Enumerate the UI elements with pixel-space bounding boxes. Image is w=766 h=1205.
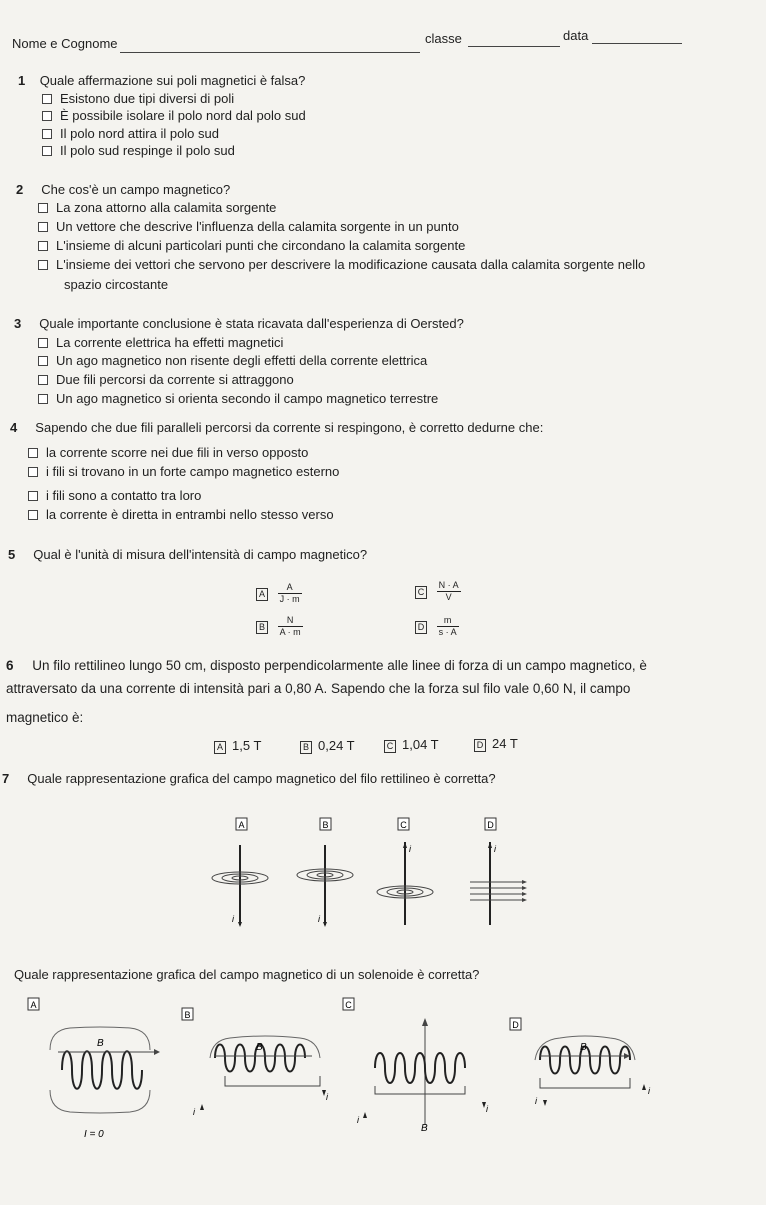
current-label: i [409,844,411,854]
q1-number: 1 [18,73,26,88]
q4-number: 4 [10,420,18,435]
q7-diagram-a[interactable] [212,818,268,927]
q4-option-label: la corrente scorre nei due fili in verso opposto [46,445,309,460]
arrow-up-icon [488,842,492,848]
q5-option-c[interactable] [415,580,461,603]
q2-option-d[interactable] [38,257,645,272]
checkbox-icon[interactable] [38,375,48,385]
q2-option-a[interactable] [38,200,276,215]
date-label: data [563,28,589,43]
checkbox-icon[interactable] [28,448,38,458]
option-letter: B [322,820,329,830]
q3-option-b[interactable] [38,353,427,368]
q6-option-c[interactable] [384,737,439,753]
checkbox-icon[interactable] [38,241,48,251]
option-letter[interactable]: A [214,741,226,754]
q8-diagram-d[interactable] [510,1018,651,1106]
current-label: i [318,914,320,924]
current-label: i [232,914,234,924]
q6-text-line1: Un filo rettilineo lungo 50 cm, disposto perpendicolarmente alle linee di forza di un campo magnetico, è [32,658,647,673]
q6-option-d[interactable] [474,736,518,752]
option-letter: B [184,1010,191,1020]
checkbox-icon[interactable] [38,394,48,404]
field-label: B [256,1042,263,1053]
option-letter[interactable]: C [415,586,427,599]
q1-text: Quale affermazione sui poli magnetici è falsa? [39,73,306,88]
q7-diagram-c[interactable] [377,818,433,925]
q2-option-label: La zona attorno alla calamita sorgente [56,200,277,215]
q5-text: Qual è l'unità di misura dell'intensità di campo magnetico? [33,547,368,562]
checkbox-icon[interactable] [42,146,52,156]
checkbox-icon[interactable] [38,356,48,366]
q2-question [16,182,230,197]
q3-option-label: Due fili percorsi da corrente si attraggono [56,372,294,387]
q2-option-label: L'insieme dei vettori che servono per descrivere la modificazione causata dalla calamita sorgente nello [56,257,646,272]
current-label: i [486,1104,488,1114]
unit-fraction: $\frac{m}{s \cdot A}$ [438,615,457,637]
current-label: i [494,844,496,854]
unit-fraction: $\frac{N}{A \cdot m}$ [279,615,301,637]
q3-option-label: Un ago magnetico non risente degli effetti della corrente elettrica [56,353,428,368]
unit-fraction: $\frac{N \cdot A}{V}$ [438,580,459,602]
name-label: Nome e Cognome [12,36,118,51]
option-letter: A [30,1000,37,1010]
q4-option-b[interactable] [28,464,339,479]
checkbox-icon[interactable] [28,510,38,520]
option-letter: C [400,820,407,830]
q3-option-a[interactable] [38,335,283,350]
q7-number: 7 [2,771,10,786]
q3-option-label: Un ago magnetico si orienta secondo il campo magnetico terrestre [56,391,439,406]
q3-number: 3 [14,316,22,331]
q8-diagram-a[interactable] [28,998,160,1140]
q1-option-label: È possibile isolare il polo nord dal polo sud [60,108,306,123]
q1-option-b[interactable] [42,108,306,123]
q3-question [14,316,464,331]
q1-option-d[interactable] [42,143,235,158]
q3-option-d[interactable] [38,391,438,406]
checkbox-icon[interactable] [42,129,52,139]
q4-option-label: i fili si trovano in un forte campo magnetico esterno [46,464,340,479]
option-letter[interactable]: D [474,739,486,752]
q6-text-line2: attraversato da una corrente di intensità pari a 0,80 A. Sapendo che la forza sul filo vale 0,60 N, il campo [6,681,631,696]
current-label: i [648,1086,650,1096]
q5-option-b[interactable] [256,615,303,638]
q7-diagram-b[interactable] [297,818,353,927]
option-letter[interactable]: C [384,740,396,753]
field-label: B [421,1123,428,1134]
current-label: i [326,1092,328,1102]
q5-question [8,547,367,562]
arrow-up-icon [200,1104,204,1110]
q8-diagram-c[interactable] [343,998,489,1134]
q6-number: 6 [6,658,14,673]
q4-question [10,420,543,435]
q1-option-a[interactable] [42,91,234,106]
checkbox-icon[interactable] [42,111,52,121]
q7-text: Quale rappresentazione grafica del campo magnetico del filo rettilineo è corretta? [27,771,496,786]
q2-option-b[interactable] [38,219,459,234]
arrow-down-icon [543,1100,547,1106]
class-label: classe [425,31,462,46]
q6-text-line3: magnetico è: [6,710,84,725]
arrow-down-icon [238,922,242,927]
option-letter: D [512,1020,519,1030]
option-letter: A [238,820,245,830]
q6-option-value: 1,5 T [232,738,262,753]
current-label: i [193,1107,195,1117]
q2-option-c[interactable] [38,238,465,253]
q2-option-d-continued: spazio circostante [64,277,169,292]
q8-solenoid-diagrams [0,990,766,1140]
arrow-down-icon [323,922,327,927]
q3-option-label: La corrente elettrica ha effetti magnetici [56,335,284,350]
field-label: B [97,1038,104,1049]
checkbox-icon[interactable] [28,467,38,477]
q5-option-a[interactable] [256,582,302,605]
q5-number: 5 [8,547,16,562]
field-label: B [580,1042,587,1053]
q2-text: Che cos'è un campo magnetico? [41,182,231,197]
q7-question [2,771,496,786]
checkbox-icon[interactable] [38,338,48,348]
checkbox-icon[interactable] [28,491,38,501]
q1-option-c[interactable] [42,126,219,141]
q6-option-value: 0,24 T [318,738,355,753]
class-field-line [468,46,560,47]
q6-option-value: 24 T [492,736,518,751]
date-field-line [592,43,682,44]
checkbox-icon[interactable] [38,203,48,213]
q3-option-c[interactable] [38,372,294,387]
q8-question: Quale rappresentazione grafica del campo magnetico di un solenoide è corretta? [14,967,480,982]
arrow-up-icon [642,1084,646,1090]
q4-option-d[interactable] [28,507,334,522]
q8-diagram-b[interactable] [182,1008,329,1117]
option-letter[interactable]: A [256,588,268,601]
option-letter[interactable]: B [300,741,312,754]
option-letter: D [487,820,494,830]
q2-option-label: L'insieme di alcuni particolari punti che circondano la calamita sorgente [56,238,466,253]
checkbox-icon[interactable] [38,260,48,270]
current-label: i [535,1096,537,1106]
option-letter[interactable]: D [415,621,427,634]
q1-option-label: Il polo sud respinge il polo sud [60,143,235,158]
q4-option-c[interactable] [28,488,201,503]
q6-question-line1 [6,658,647,673]
q6-option-a[interactable] [214,738,261,754]
q5-option-d[interactable] [415,615,459,638]
unit-fraction: $\frac{A}{J \cdot m}$ [279,582,300,604]
checkbox-icon[interactable] [38,222,48,232]
checkbox-icon[interactable] [42,94,52,104]
q7-wire-diagrams [0,800,766,940]
q6-option-value: 1,04 T [402,737,439,752]
q4-option-label: la corrente è diretta in entrambi nello stesso verso [46,507,334,522]
q6-option-b[interactable] [300,738,355,754]
q1-option-label: Il polo nord attira il polo sud [60,126,219,141]
name-field-line [120,52,420,53]
q1-option-label: Esistono due tipi diversi di poli [60,91,235,106]
q4-option-a[interactable] [28,445,308,460]
option-letter[interactable]: B [256,621,268,634]
q7-diagram-d[interactable] [470,818,527,925]
q4-option-label: i fili sono a contatto tra loro [46,488,202,503]
current-label: i [357,1115,359,1125]
q2-number: 2 [16,182,24,197]
arrow-up-icon [403,842,407,848]
current-zero-label: I = 0 [84,1129,104,1140]
q1-question [18,73,305,88]
option-letter: C [345,1000,352,1010]
q3-text: Quale importante conclusione è stata ricavata dall'esperienza di Oersted? [39,316,464,331]
arrow-up-icon [363,1112,367,1118]
q2-option-label: Un vettore che descrive l'influenza della calamita sorgente in un punto [56,219,459,234]
q4-text: Sapendo che due fili paralleli percorsi da corrente si respingono, è corretto dedurne che: [35,420,544,435]
